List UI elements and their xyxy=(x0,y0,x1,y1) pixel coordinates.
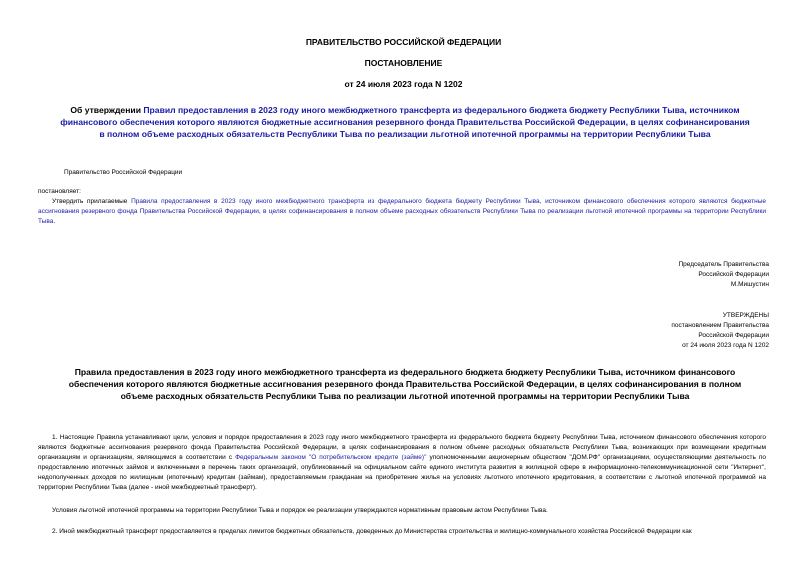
approval-org: Российской Федерации xyxy=(698,332,769,339)
rules-paragraph-conditions: Условия льготной ипотечной программы на территории Республики Тыва и порядок ее реализации утверждаются нормативным правовым актом Республики Тыва. xyxy=(52,507,548,514)
document-date: от 24 июля 2023 года N 1202 xyxy=(344,79,463,89)
p1-text-after: уполномоченными акционерным обществом "ДОМ.РФ" организациями, осуществляющими деятельность по предоставлению ипотечных займов и включенными в перечень таких организаций, опубликованный на официальном сайте единого института развития в жилищной сфере в информационно-телекоммуникационной сети "Интернет", недополученных доходов по жилищным (ипотечным) кредитам (займам), предоставляемым гражданам на приобретение жилья на условиях льготного ипотечного кредитования, в соответствии с льготной ипотечной программой на территории Республики Тыва (далее - иной межбюджетный трансферт). xyxy=(38,454,767,491)
preamble-decides: постановляет: xyxy=(38,188,81,195)
consumer-credit-law-link[interactable]: Федеральным законом "О потребительском кредите (займе)" xyxy=(235,454,427,461)
signature-org: Российской Федерации xyxy=(698,271,769,278)
approval-mark: УТВЕРЖДЕНЫ xyxy=(722,312,769,319)
p1-text-before: 1. Настоящие Правила устанавливают цели, условия и порядок предоставления в 2023 году иного межбюджетного трансферта из федерального бюджета бюджету Республики Тыва, источником финансового обеспечения которого являются бюджетные ассигнования резервного фонда Правительства Российской Федерации, в целях софинансирования в полном объеме расходных обязательств Республики Тыва, возникающих при возмещении кредитным организациям и организациям, являющимся в соответствии с xyxy=(38,434,766,461)
signature-position: Председатель Правительства xyxy=(678,261,769,268)
approval-by: постановлением Правительства xyxy=(671,322,769,329)
rules-paragraph-2: 2. Иной межбюджетный трансферт предоставляется в пределах лимитов бюджетных обязательств, доведенных до Министерства строительства и жилищно-коммунального хозяйства Российской Федерации как xyxy=(52,528,692,535)
government-heading: ПРАВИТЕЛЬСТВО РОССИЙСКОЙ ФЕДЕРАЦИИ xyxy=(305,37,502,47)
rules-title: Правила предоставления в 2023 году иного межбюджетного трансферта из федерального бюджета бюджету Республики Тыва, источником финансового обеспечения которого являются бюджетные ассигнования резервного фонда Правительства Российской Федерации, в целях софинансирования в полном объеме расходных обязательств Республики Тыва по реализации льготной ипотечной программы на территории Республики Тыва xyxy=(68,367,742,401)
approval-block xyxy=(560,311,769,351)
title-rules-link[interactable]: Правил предоставления в 2023 году иного межбюджетного трансферта из федерального бюджета бюджету Республики Тыва, источником финансового обеспечения которого являются бюджетные ассигнования резервного фонда Правительства Российской Федерации, в целях софинансирования в полном объеме расходных обязательств Республики Тыва по реализации льготной ипотечной программы на территории Республики Тыва xyxy=(60,105,750,139)
approve-rules-link[interactable]: Правила предоставления в 2023 году иного межбюджетного трансферта из федерального бюджета бюджету Республики Тыва, источником финансового обеспечения которого являются бюджетные ассигнования резервного фонда Правительства Российской Федерации, в целях софинансирования в полном объеме расходных обязательств Республики Тыва по реализации льготной ипотечной программы на территории Республики Тыва xyxy=(38,198,767,225)
approval-date: от 24 июля 2023 года N 1202 xyxy=(682,342,769,349)
document-type: ПОСТАНОВЛЕНИЕ xyxy=(364,58,443,68)
signature-block xyxy=(560,260,769,290)
rules-paragraph-1 xyxy=(38,433,766,493)
approve-prefix: Утвердить прилагаемые xyxy=(52,198,132,205)
title-prefix: Об утверждении xyxy=(70,105,144,115)
approve-paragraph xyxy=(38,197,766,227)
document-title xyxy=(60,104,750,140)
approve-suffix: . xyxy=(53,218,56,225)
preamble-subject: Правительство Российской Федерации xyxy=(64,169,183,176)
signature-name: М.Мишустин xyxy=(730,281,769,288)
